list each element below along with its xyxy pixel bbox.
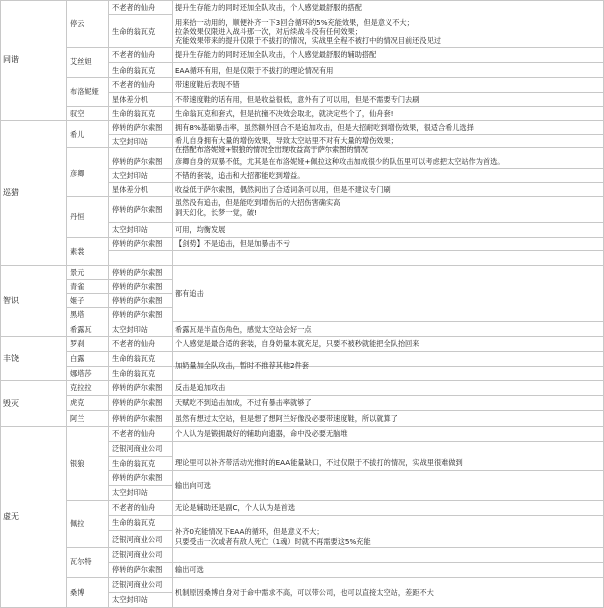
relic-set: 不老者的仙舟 [112,503,156,512]
relic-set: 生命的翁瓦克 [112,459,156,468]
group-divider [0,380,604,381]
cell-divider [108,134,604,135]
character-name: 丹恒 [70,212,85,221]
cell-divider [172,470,604,471]
character-name: 黑塔 [70,310,85,319]
relic-set: 停转的萨尔索图 [112,414,163,423]
cell-divider [108,250,604,251]
group-label: 同谐 [3,55,19,64]
character-name: 青雀 [70,282,85,291]
group-divider [0,120,604,121]
cell-divider [108,14,172,15]
row-divider [66,307,172,308]
row-divider [66,577,604,578]
note-text: 天赋吃不到追击加成，不过有暴击率就够了 [175,398,312,407]
group-label: 虚无 [3,512,19,521]
note-text: 输出向可选 [175,481,211,490]
relic-set: 不老者的仙舟 [112,80,156,89]
character-name: 希儿 [70,130,85,139]
group-label: 智识 [3,296,19,305]
row-divider [66,106,604,107]
relic-set: 泛银河商业公司 [112,444,163,453]
row-divider [66,410,604,411]
note-text: 无论是辅助还是副C，个人认为是首选 [175,503,296,512]
cell-divider [108,530,172,531]
relic-set: 太空封印站 [112,137,148,146]
character-name: 罗刹 [70,339,85,348]
relic-set: 生命的翁瓦克 [112,109,156,118]
row-divider [66,366,604,367]
note-text: 个人感觉是最合适的套装，自身奶量本就充足，只要不被秒就能把全队抬回来 [175,339,420,348]
table-border-left [0,0,1,608]
note-text: 拥有8%基础暴击率，虽然额外回合不是追加攻击，但是大招耐吃到增伤效果，很适合希儿选择 [175,123,474,132]
relic-set: 停转的萨尔索图 [112,268,163,277]
note-text: 机制原因桑博自身对于命中需求不高，可以带公司，也可以直接太空站，差距不大 [175,588,434,597]
note-text: 彦卿自身的双暴不低，尤其是在布洛妮娅+佩拉这种攻击加成很少的队伍里可以考虑把太空站作为首选。 [175,157,505,166]
note-text: 只要受击一次或者有敌人死亡（1魂）时就不再需要这5%充能 [175,537,371,546]
relic-set: 生命的翁瓦克 [112,518,156,527]
note-text: 不错的套装，追击和大招都能吃到增益。 [175,171,305,180]
cell-divider [108,168,604,169]
character-name: 佩拉 [70,519,85,528]
relic-set: 生命的翁瓦克 [112,66,156,75]
note-text: 洞天幻化，长梦一觉，破! [175,208,257,217]
character-name: 景元 [70,268,85,277]
character-name: 素裳 [70,247,85,256]
cell-divider [108,441,604,442]
relic-set: 太空封印站 [112,325,148,334]
row-divider [66,237,604,238]
cell-divider [108,62,604,63]
group-label: 毁灭 [3,399,19,408]
relic-set: 不老者的仙舟 [112,3,156,12]
relic-set: 太空封印站 [112,171,148,180]
character-name: 白露 [70,354,85,363]
row-divider [66,47,604,48]
cell-divider [108,485,172,486]
relic-set: 停转的萨尔索图 [112,310,163,319]
note-text: 充能效果带来的提升仅限于不拔打的情况，实战里全程不被打中的情况目前还没见过 [175,36,441,45]
relic-set: 停转的萨尔索图 [112,123,163,132]
relic-set: 停转的萨尔索图 [112,473,163,482]
relic-set: 停转的萨尔索图 [112,296,163,305]
relic-set: 星体差分机 [112,185,148,194]
cell-divider [108,562,604,563]
note-text: 在搭配布洛妮娅+银狼的情况全出现收益高于萨尔索图的情况 [175,145,368,154]
character-name: 银狼 [70,459,85,468]
note-text: 补齐0充能情况下EAA的循环，但是意义不大； [175,527,324,536]
cell-divider [108,515,604,516]
relic-set: 泛银河商业公司 [112,550,163,559]
row-divider [66,351,604,352]
relic-set: 停转的萨尔索图 [112,205,163,214]
note-text: 可用，均衡发展 [175,225,226,234]
note-text: 希儿自身拥有大量的增伤效果，导致太空站里不对有大量的增伤效果； [175,136,398,145]
note-text: 不带速度鞋的话有用，但是收益很低，意外有了可以用，但是不需要专门去刷 [175,95,420,104]
character-name: 瓦尔特 [70,557,92,566]
character-name: 艾丝妲 [70,57,92,66]
note-text: 理论里可以补齐带活动光推时的EAA能量缺口，不过仅限于不拔打的情况，实战里很难做到 [175,458,463,467]
note-text: 生命翁瓦克和套式，但是抗撞不决效会取北，就决定些个了，仙舟套! [175,109,394,118]
cell-divider [108,456,172,457]
note-text: 个人认为是锻拥最好的辅助向遗器，命中没必要无脑堆 [175,429,348,438]
note-text: 反击是追加攻击 [175,383,226,392]
row-divider [66,77,604,78]
row-divider [172,321,604,322]
character-name: 驭空 [70,109,85,118]
relic-set: 停转的萨尔索图 [112,239,163,248]
character-name: 虎克 [70,398,85,407]
row-divider [66,395,604,396]
note-text: 用来拾一动用的，顺便补齐一下3回合循环的5%充能效果，但是意义不大； [175,18,414,27]
relic-set: 太空封印站 [112,225,148,234]
row-divider [66,547,604,548]
note-text: 加奶量加全队攻击，暂时不推荐其他2件套 [175,361,309,370]
relic-set: 停转的萨尔索图 [112,383,163,392]
cell-divider [108,470,172,471]
note-text: 虽然没有追击，但是能吃到增伤后的大招伤害确实高 [175,198,341,207]
group-label: 丰饶 [3,354,19,363]
relic-set: 停转的萨尔索图 [112,398,163,407]
group-divider [0,426,604,427]
group-divider [0,336,604,337]
relic-set: 不老者的仙舟 [112,50,156,59]
cell-divider [108,92,604,93]
character-name: 彦卿 [70,169,85,178]
note-text: 提升生存能力的同时还加全队攻击，个人感觉最舒服的搭配 [175,3,362,12]
note-text: 【剑势】不是追击，但是加暴击不亏 [175,239,291,248]
relic-set: 不老者的仙舟 [112,429,156,438]
relic-set: 停转的萨尔索图 [112,282,163,291]
group-label: 巡猎 [3,188,19,197]
relic-set: 停转的萨尔索图 [112,157,163,166]
cell-divider [108,182,604,183]
relic-set: 生命的翁瓦克 [112,369,156,378]
character-name: 停云 [70,19,85,28]
character-name: 娜塔莎 [70,369,92,378]
relic-set: 泛银河商业公司 [112,580,163,589]
group-divider [0,265,604,266]
relic-set: 不老者的仙舟 [112,339,156,348]
relic-set: 生命的翁瓦克 [112,354,156,363]
note-text: 都有追击 [175,289,204,298]
note-text: 希露瓦是半直伤角色，感觉太空站会好一点 [175,325,312,334]
row-divider [66,500,604,501]
row-divider [66,293,172,294]
character-name: 阿兰 [70,414,85,423]
character-name: 克拉拉 [70,383,92,392]
row-divider [66,196,604,197]
relic-set: 太空封印站 [112,595,148,604]
relic-set: 生命的翁瓦克 [112,27,156,36]
note-text: 带速度鞋后表现不错 [175,80,240,89]
cell-divider [172,222,604,223]
note-text: EAA循环有用，但是仅限于不拔打的理论情况有用 [175,66,334,75]
table-border-top [0,0,604,1]
relic-set: 泛银河商业公司 [112,535,163,544]
cell-divider [108,592,172,593]
note-text: 收益低于萨尔索图，偶然间出了合适词条可以用，但是不建议专门刷 [175,185,391,194]
character-name: 桑博 [70,588,85,597]
character-name: 姬子 [70,296,85,305]
character-name: 希露瓦 [70,325,92,334]
note-text: 提升生存能力的同时还加全队攻击，个人感觉最舒服的辅助搭配 [175,50,377,59]
relic-set: 星体差分机 [112,95,148,104]
note-text: 虽然有想过太空站，但是想了想阿兰好像没必要带速度鞋，所以就算了 [175,414,398,423]
row-divider [66,279,172,280]
note-text: 拉条效果仅限进入战斗那一次，对后续战斗没有任何效果； [175,27,362,36]
relic-set: 太空封印站 [112,488,148,497]
relic-set: 停转的萨尔索图 [112,565,163,574]
character-name: 布洛妮娅 [70,87,99,96]
note-text: 输出可选 [175,565,204,574]
cell-divider [108,222,172,223]
